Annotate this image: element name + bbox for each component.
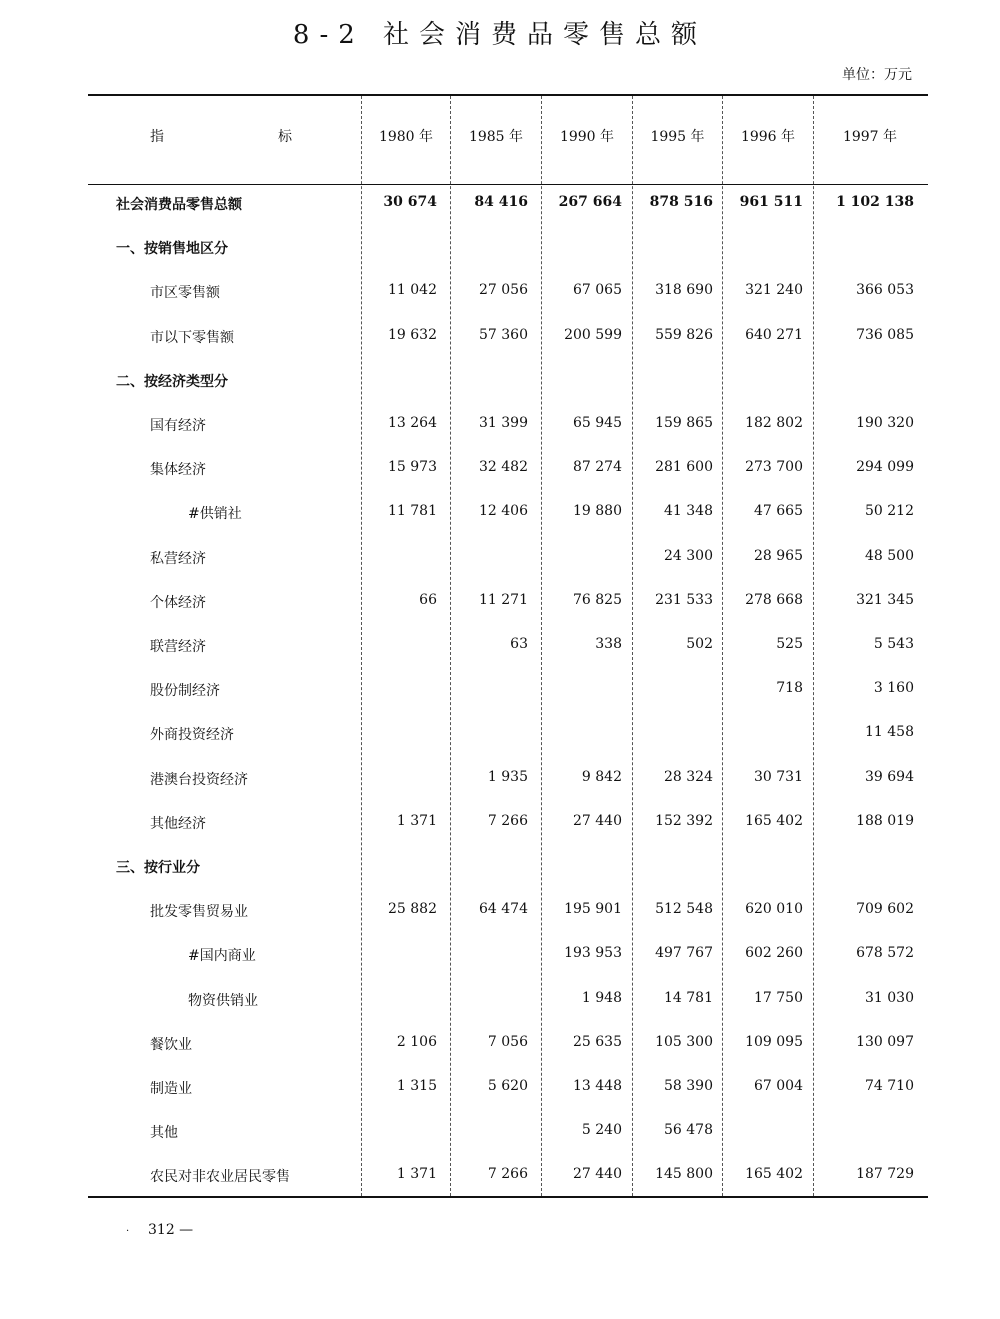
table-cell: 152 392: [655, 812, 713, 829]
header-year: 1997 年: [842, 129, 898, 145]
table-cell: 19 880: [573, 503, 622, 520]
page-dot: ·: [126, 1226, 130, 1237]
table-cell: 190 320: [856, 415, 914, 431]
top-rule: [88, 94, 928, 96]
table-cell: 130 097: [856, 1033, 914, 1050]
row-label: 个体经济: [150, 594, 206, 611]
table-cell: 87 274: [573, 459, 622, 476]
row-label: 股份制经济: [150, 683, 220, 700]
table-cell: 17 750: [754, 989, 803, 1006]
table-cell: 31 399: [479, 415, 528, 431]
table-cell: 961 511: [739, 194, 803, 210]
row-label: 其他: [150, 1125, 178, 1142]
table-cell: 231 533: [655, 591, 713, 608]
column-divider: [361, 96, 362, 1196]
row-label: 市以下零售额: [150, 329, 234, 346]
table-cell: 47 665: [754, 503, 803, 520]
table-cell: 19 632: [388, 326, 437, 343]
row-label: 市区零售额: [150, 285, 220, 302]
row-label: 社会消费品零售总额: [116, 197, 242, 213]
row-label: 批发零售贸易业: [150, 904, 248, 921]
table-cell: 281 600: [655, 459, 713, 476]
table-cell: 195 901: [564, 901, 622, 918]
row-label: 联营经济: [150, 639, 206, 655]
table-cell: 64 474: [479, 901, 528, 918]
table-cell: 182 802: [745, 415, 803, 431]
table-cell: 321 240: [745, 282, 803, 299]
table-cell: 640 271: [745, 326, 803, 343]
row-label: 农民对非农业居民零售: [150, 1169, 290, 1186]
table-cell: 13 448: [573, 1078, 622, 1094]
table-cell: 1 935: [487, 768, 528, 785]
table-cell: 187 729: [856, 1166, 914, 1183]
table-cell: 1 315: [396, 1078, 437, 1094]
header-year: 1985 年: [468, 129, 524, 145]
header-label-char: 指: [150, 129, 164, 145]
row-label: 三、按行业分: [116, 860, 200, 876]
table-cell: 602 260: [745, 945, 803, 962]
table-cell: 32 482: [479, 459, 528, 476]
table-cell: 67 004: [754, 1078, 803, 1094]
table-cell: 84 416: [474, 194, 528, 210]
bottom-rule: [88, 1196, 928, 1198]
row-label: 港澳台投资经济: [150, 771, 248, 788]
table-cell: 145 800: [655, 1166, 713, 1183]
table-cell: 30 731: [754, 768, 803, 785]
table-cell: 878 516: [649, 194, 713, 210]
table-cell: 50 212: [865, 503, 914, 520]
row-label: 外商投资经济: [150, 727, 234, 744]
table-cell: 109 095: [745, 1033, 803, 1050]
table-cell: 159 865: [655, 415, 713, 431]
table-cell: 193 953: [564, 945, 622, 962]
header-year: 1980 年: [378, 129, 434, 145]
table-cell: 2 106: [396, 1033, 437, 1050]
table-cell: 57 360: [479, 326, 528, 343]
table-cell: 63: [510, 636, 528, 652]
table-cell: 1 102 138: [836, 194, 914, 210]
table-cell: 12 406: [479, 503, 528, 520]
table-cell: 1 371: [396, 812, 437, 829]
table-cell: 525: [776, 636, 803, 652]
table-cell: 14 781: [664, 989, 713, 1006]
table-cell: 678 572: [856, 945, 914, 962]
header-label-char: 标: [278, 129, 292, 145]
table-cell: 74 710: [865, 1078, 914, 1094]
row-label: 二、按经济类型分: [116, 373, 228, 390]
table-cell: 318 690: [655, 282, 713, 299]
table-cell: 41 348: [664, 503, 713, 520]
table-cell: 497 767: [655, 945, 713, 962]
table-cell: 30 674: [383, 194, 437, 210]
table-cell: 11 271: [479, 591, 528, 608]
table-cell: 105 300: [655, 1033, 713, 1050]
table-cell: 321 345: [856, 591, 914, 608]
table-cell: 5 620: [487, 1078, 528, 1094]
page-number: 312 —: [148, 1222, 194, 1238]
row-label: 其他经济: [150, 815, 206, 832]
table-cell: 338: [595, 636, 622, 652]
table-cell: 25 635: [573, 1033, 622, 1050]
table-cell: 200 599: [564, 326, 622, 343]
table-cell: 11 781: [388, 503, 437, 520]
page-title: 8-2 社会消费品零售总额: [292, 20, 708, 50]
header-year: 1996 年: [740, 129, 796, 145]
table-cell: 28 965: [754, 547, 803, 564]
table-cell: 273 700: [745, 459, 803, 476]
table-cell: 165 402: [745, 1166, 803, 1183]
table-cell: 66: [419, 591, 437, 608]
row-label: 国有经济: [150, 418, 206, 434]
table-cell: 709 602: [856, 901, 914, 918]
table-cell: 56 478: [664, 1122, 713, 1139]
table-cell: 25 882: [388, 901, 437, 918]
table-cell: 267 664: [558, 194, 622, 210]
table-cell: 620 010: [745, 901, 803, 918]
table-cell: 278 668: [745, 591, 803, 608]
table-cell: 13 264: [388, 415, 437, 431]
table-cell: 31 030: [865, 989, 914, 1006]
row-label: 私营经济: [150, 550, 206, 567]
table-cell: 11 458: [865, 724, 914, 741]
row-label: 餐饮业: [150, 1036, 192, 1053]
table-cell: 1 371: [396, 1166, 437, 1183]
table-cell: 3 160: [873, 680, 914, 697]
table-cell: 76 825: [573, 591, 622, 608]
table-cell: 1 948: [581, 989, 622, 1006]
row-label: 集体经济: [150, 462, 206, 479]
table-cell: 58 390: [664, 1078, 713, 1094]
unit-label: 单位：万元: [842, 67, 912, 83]
header-year: 1995 年: [650, 129, 705, 145]
table-cell: 48 500: [865, 547, 914, 564]
table-cell: 11 042: [388, 282, 437, 299]
row-label: 制造业: [150, 1081, 192, 1097]
table-cell: 7 266: [487, 1166, 528, 1183]
row-label: 物资供销业: [188, 992, 258, 1009]
table-cell: 27 440: [573, 1166, 622, 1183]
table-cell: 7 056: [487, 1033, 528, 1050]
table-cell: 27 440: [573, 812, 622, 829]
table-cell: 502: [686, 636, 713, 652]
column-divider: [813, 96, 814, 1196]
table-cell: 736 085: [856, 326, 914, 343]
table-cell: 5 543: [873, 636, 914, 652]
table-cell: 512 548: [655, 901, 713, 918]
row-label: 一、按销售地区分: [116, 241, 228, 258]
table-cell: 294 099: [856, 459, 914, 476]
table-cell: 5 240: [581, 1122, 622, 1139]
table-cell: 65 945: [573, 415, 622, 431]
row-label: #供销社: [188, 506, 242, 523]
table-cell: 27 056: [479, 282, 528, 299]
table-cell: 718: [776, 680, 803, 697]
table-cell: 366 053: [856, 282, 914, 299]
table-cell: 7 266: [487, 812, 528, 829]
table-cell: 9 842: [581, 768, 622, 785]
table-cell: 67 065: [573, 282, 622, 299]
table-cell: 24 300: [664, 547, 713, 564]
table-cell: 188 019: [856, 812, 914, 829]
table-cell: 39 694: [865, 768, 914, 785]
table-cell: 28 324: [664, 768, 713, 785]
table-cell: 559 826: [655, 326, 713, 343]
table-cell: 15 973: [388, 459, 437, 476]
table-cell: 165 402: [745, 812, 803, 829]
header-year: 1990 年: [559, 129, 615, 145]
row-label: #国内商业: [188, 948, 256, 965]
header-rule: [88, 184, 928, 185]
